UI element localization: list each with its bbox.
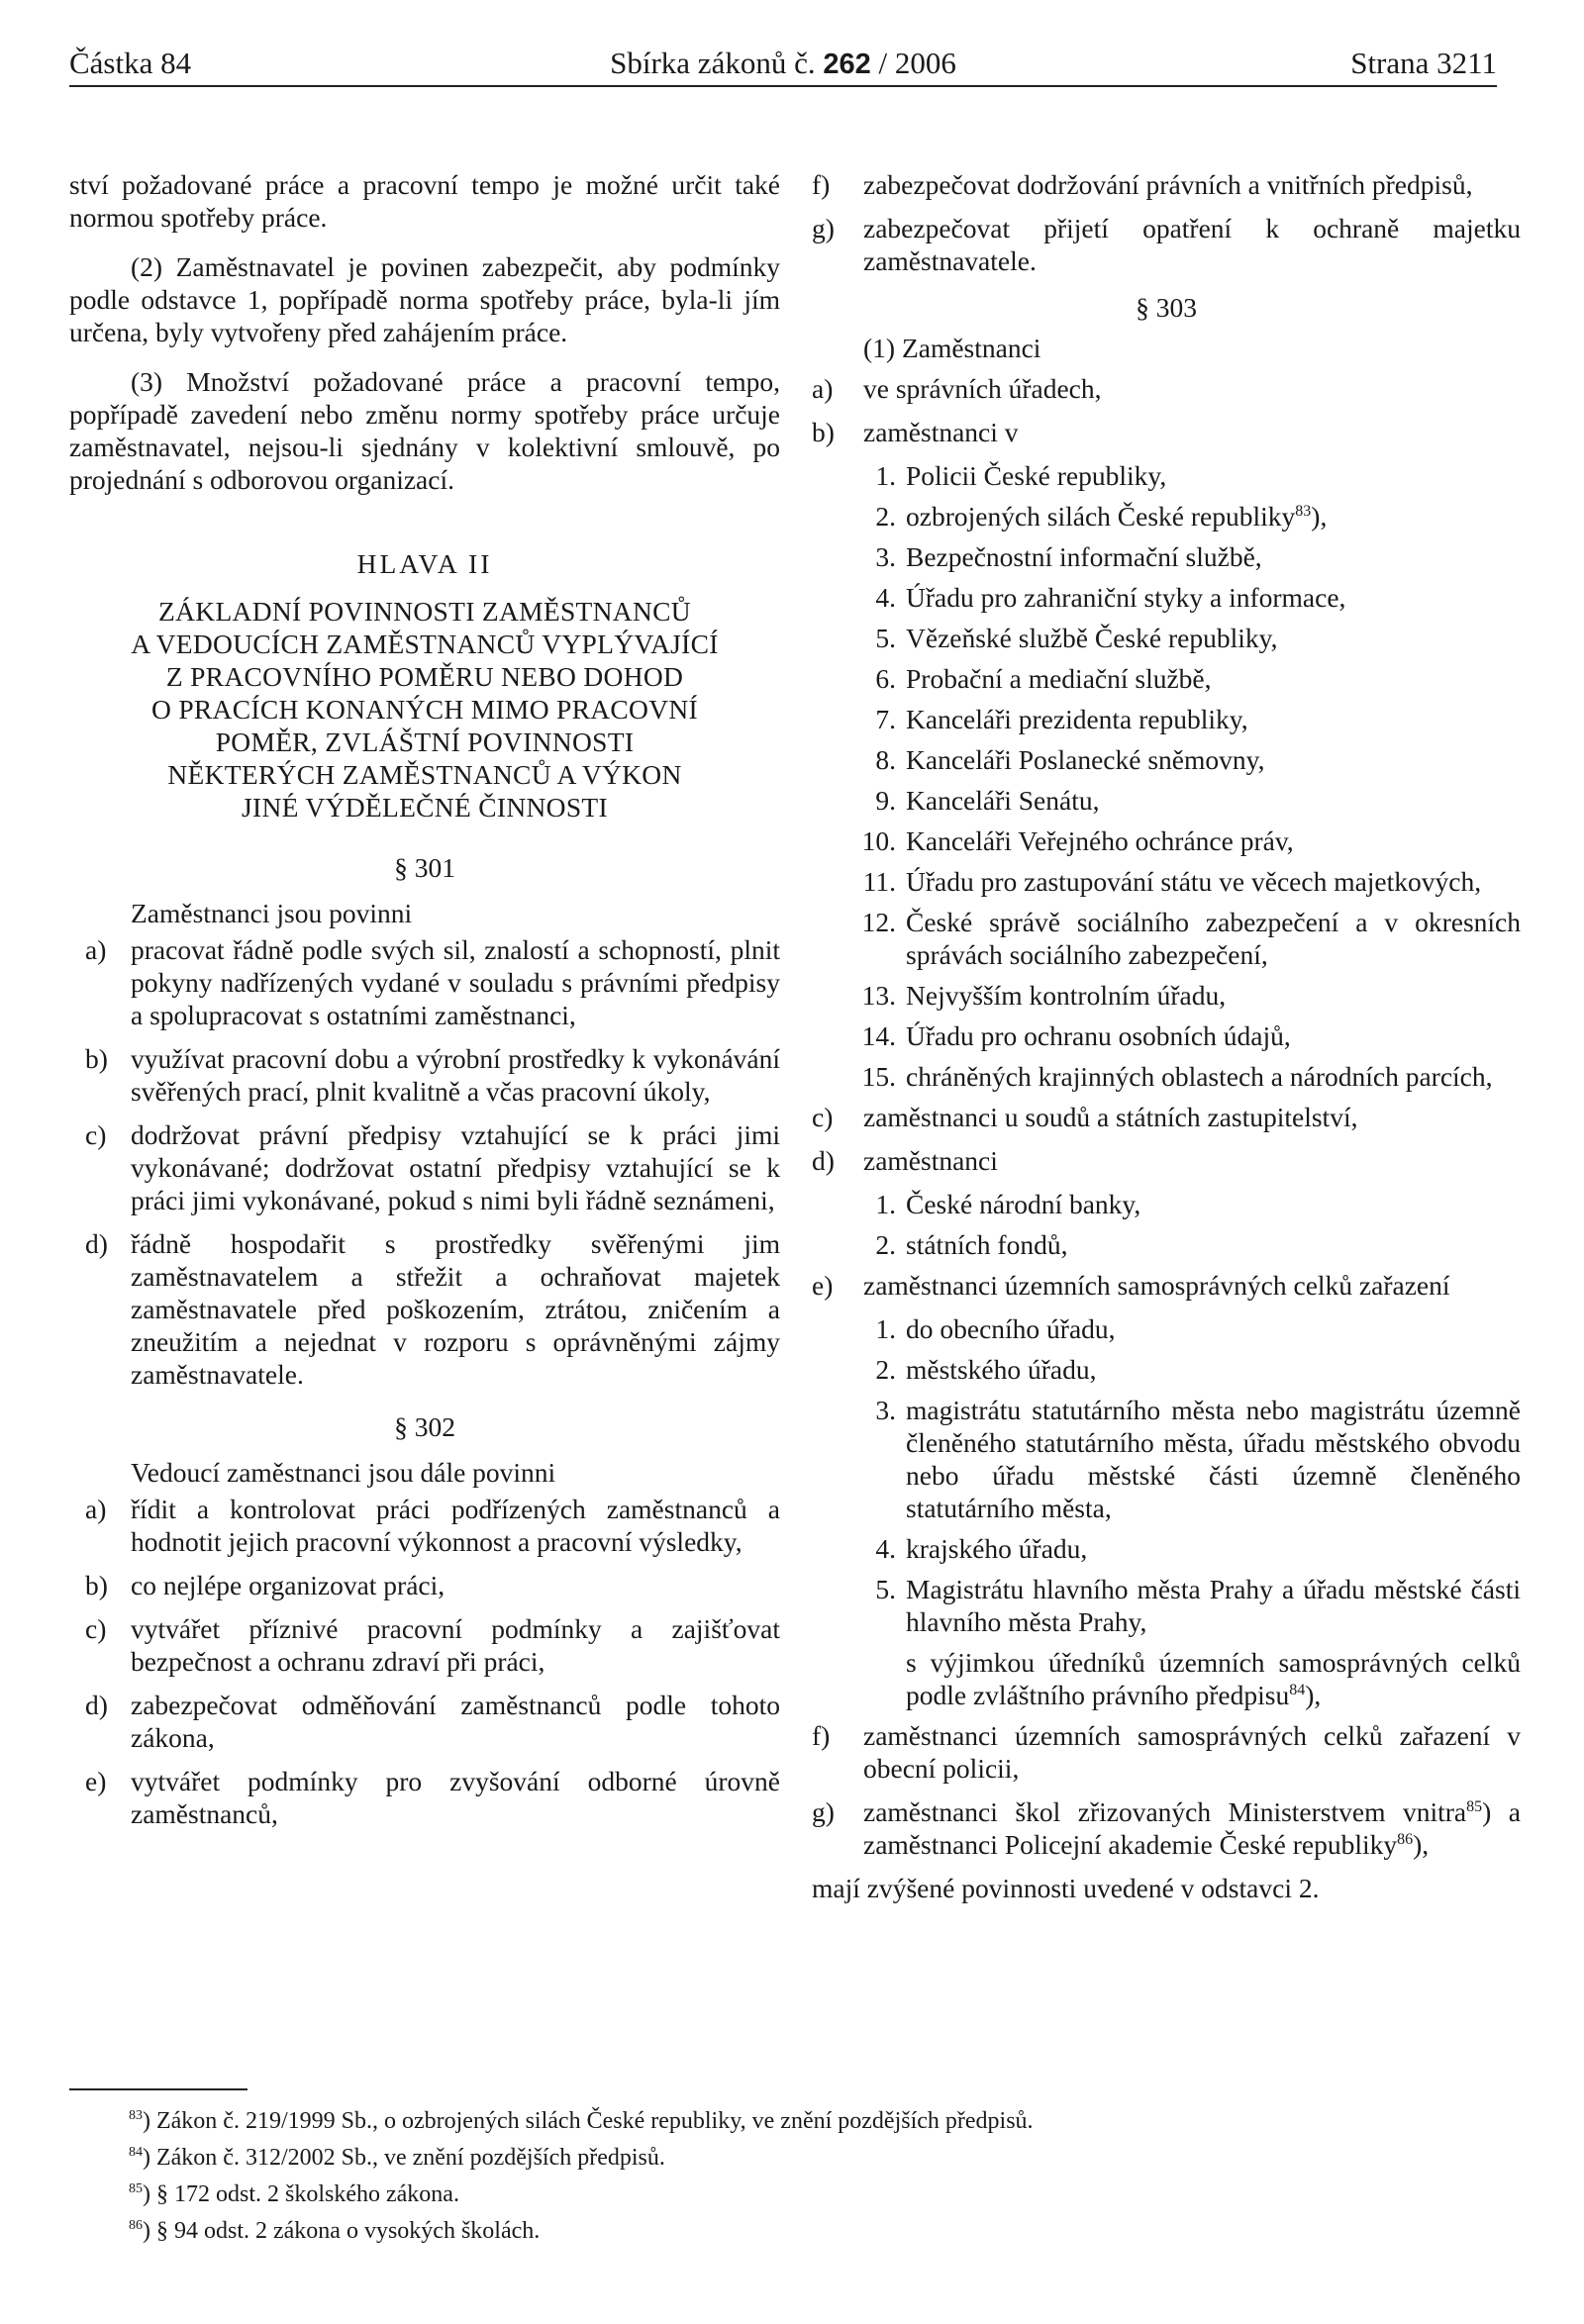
- header-page-number: Strana 3211: [1350, 46, 1497, 80]
- sub-item-text: Vězeňské službě České republiky,: [906, 623, 1278, 653]
- footnote-text: ) Zákon č. 312/2002 Sb., ve znění pozdějších předpisů.: [143, 2145, 665, 2171]
- sub-item-text-end: ),: [1311, 501, 1328, 532]
- list-item: [69, 1227, 780, 1391]
- item-label: a): [85, 934, 107, 965]
- sub-item: [812, 784, 1521, 817]
- item-label: c): [85, 1613, 107, 1644]
- footnote-separator: [69, 2088, 248, 2090]
- item-text: zaměstnanci u soudů a státních zastupitelství,: [863, 1102, 1358, 1132]
- sub-item: [812, 662, 1521, 695]
- footnote-ref: 85: [1466, 1797, 1483, 1815]
- footnote-ref: 84: [1289, 1681, 1306, 1698]
- continuation-end: ),: [1305, 1680, 1322, 1710]
- section-301-intro: Zaměstnanci jsou povinni: [131, 898, 413, 928]
- item-text: ve správních úřadech,: [863, 373, 1102, 404]
- item-text: využívat pracovní dobu a výrobní prostředky k vykonávání svěřených prací, plnit kvalitně a včas pracovní úkoly,: [131, 1043, 780, 1107]
- item-label: b): [85, 1570, 108, 1600]
- item-label: d): [85, 1228, 108, 1259]
- sub-item-label: 10.: [861, 825, 896, 856]
- right-column: [812, 168, 1521, 1904]
- sub-item-text: do obecního úřadu,: [906, 1313, 1116, 1344]
- section-302-intro: Vedoucí zaměstnanci jsou dále povinni: [131, 1457, 556, 1488]
- item-text: ),: [1413, 1829, 1430, 1860]
- sub-item-text: státních fondů,: [906, 1229, 1068, 1260]
- sub-item-text: Magistrátu hlavního města Prahy a úřadu městské části hlavního města Prahy,: [906, 1574, 1521, 1637]
- footnote-text: ) § 94 odst. 2 zákona o vysokých školách.: [143, 2218, 541, 2244]
- sub-item-text: magistrátu statutárního města nebo magistrátu územně členěného statutárního města, úřadu městského obvodu nebo úřadu městské části územně členěného statutárního města,: [906, 1395, 1521, 1523]
- list-item: [69, 1689, 780, 1754]
- title-line: ZÁKLADNÍ POVINNOSTI ZAMĚSTNANCŮ: [158, 596, 691, 627]
- section-303-intro: (1) Zaměstnanci: [863, 333, 1041, 363]
- sub-item: [812, 1394, 1521, 1524]
- sub-item-text: krajského úřadu,: [906, 1533, 1088, 1564]
- sub-item-text: městského úřadu,: [906, 1354, 1097, 1385]
- sub-item: [812, 1060, 1521, 1093]
- left-column: [69, 168, 780, 1841]
- sub-item-label: 2.: [875, 501, 896, 532]
- sub-item-label: 1.: [875, 1313, 896, 1344]
- hlava-title: [69, 595, 780, 823]
- item-label: g): [812, 213, 835, 243]
- item-text: zaměstnanci škol zřizovaných Ministerstvem vnitra: [863, 1796, 1467, 1827]
- sub-item-label: 9.: [875, 785, 896, 816]
- item-text: vytvářet podmínky pro zvyšování odborné úrovně zaměstnanců,: [131, 1766, 780, 1829]
- sub-item: [812, 824, 1521, 857]
- item-label: e): [812, 1270, 834, 1301]
- sub-item-label: 14.: [861, 1020, 896, 1051]
- section-301-heading: § 301: [394, 852, 455, 883]
- section-303-heading: § 303: [1136, 292, 1197, 323]
- item-text: ) a zaměstnanci Policejní akademie České republiky: [863, 1796, 1521, 1860]
- paragraph-continued: ství požadované práce a pracovní tempo je možné určit také normou spotřeby práce.: [69, 169, 780, 233]
- item-label: f): [812, 169, 831, 200]
- sub-item-label: 8.: [875, 744, 896, 775]
- header-part: Částka 84: [69, 46, 192, 80]
- footnote-text: ) Zákon č. 219/1999 Sb., o ozbrojených silách České republiky, ve znění pozdějších předpisů.: [143, 2108, 1034, 2134]
- item-label: a): [812, 373, 834, 404]
- sub-item-label: 5.: [875, 1574, 896, 1604]
- list-item: [69, 1042, 780, 1108]
- list-item: [812, 1269, 1521, 1302]
- sub-item-text: Úřadu pro zahraniční styky a informace,: [906, 582, 1346, 613]
- sub-item-label: 2.: [875, 1229, 896, 1260]
- footnotes: [129, 2106, 1465, 2253]
- item-label: c): [85, 1119, 107, 1150]
- sub-item: [812, 459, 1521, 492]
- sub-item: [812, 703, 1521, 735]
- item-text: pracovat řádně podle svých sil, znalostí a schopností, plnit pokyny nadřízených vydané v souladu s právními předpisy a spolupracovat s ostatními zaměstnanci,: [131, 934, 780, 1030]
- sub-item-text: Bezpečnostní informační službě,: [906, 541, 1262, 572]
- footnote-ref: 86: [1397, 1830, 1414, 1848]
- item-text: zabezpečovat odměňování zaměstnanců podle tohoto zákona,: [131, 1690, 780, 1753]
- list-item: [812, 372, 1521, 405]
- sub-item-label: 1.: [875, 1189, 896, 1219]
- list-item: [69, 1612, 780, 1678]
- list-item: [812, 1795, 1521, 1861]
- sub-item-text: České národní banky,: [906, 1189, 1141, 1219]
- header-collection: [69, 46, 1497, 81]
- sub-item-label: 3.: [875, 541, 896, 572]
- footnote-number: 85: [129, 2181, 143, 2196]
- item-text: vytvářet příznivé pracovní podmínky a zajišťovat bezpečnost a ochranu zdraví při práci,: [131, 1613, 780, 1677]
- sub-item: [812, 500, 1521, 533]
- page-header: [69, 46, 1497, 87]
- sub-item: [812, 581, 1521, 614]
- sub-item-label: 7.: [875, 704, 896, 734]
- list-item: [69, 1569, 780, 1601]
- sub-item-label: 13.: [861, 980, 896, 1011]
- item-label: g): [812, 1796, 835, 1827]
- sub-item-label: 6.: [875, 663, 896, 694]
- sub-item-text: Úřadu pro zastupování státu ve věcech majetkových,: [906, 866, 1482, 897]
- sub-item-label: 1.: [875, 460, 896, 491]
- sub-item: [812, 865, 1521, 898]
- list-item: [812, 1719, 1521, 1785]
- list-item: [812, 416, 1521, 448]
- footnote-text: ) § 172 odst. 2 školského zákona.: [143, 2181, 459, 2207]
- header-law-number: 262: [823, 48, 871, 80]
- title-line: NĚKTERÝCH ZAMĚSTNANCŮ A VÝKON: [167, 759, 682, 790]
- sub-item-text: Probační a mediační službě,: [906, 663, 1212, 694]
- list-item: [812, 1144, 1521, 1177]
- sub-item: [812, 1353, 1521, 1386]
- item-text: zaměstnanci: [863, 1145, 998, 1176]
- list-item: [69, 1765, 780, 1830]
- item-text: zaměstnanci územních samosprávných celků zařazení: [863, 1270, 1450, 1301]
- sub-item-text: chráněných krajinných oblastech a národních parcích,: [906, 1061, 1493, 1092]
- item-text: co nejlépe organizovat práci,: [131, 1570, 446, 1600]
- sub-item-text: Kanceláři prezidenta republiky,: [906, 704, 1248, 734]
- sub-item: [812, 743, 1521, 776]
- header-collection-prefix: Sbírka zákonů č.: [610, 46, 816, 80]
- sub-item: [812, 906, 1521, 971]
- item-text: zaměstnanci v: [863, 417, 1019, 447]
- sub-item-text: Kanceláři Veřejného ochránce práv,: [906, 825, 1294, 856]
- sub-item-text: Nejvyšším kontrolním úřadu,: [906, 980, 1227, 1011]
- title-line: O PRACÍCH KONANÝCH MIMO PRACOVNÍ: [150, 694, 698, 725]
- item-label: d): [812, 1145, 835, 1176]
- list-item: [69, 1118, 780, 1216]
- sub-item: [812, 1573, 1521, 1638]
- section-303-closing: mají zvýšené povinnosti uvedené v odstavci 2.: [812, 1873, 1320, 1903]
- sub-item: [812, 622, 1521, 654]
- footnote-number: 84: [129, 2145, 143, 2160]
- footnote-number: 83: [129, 2108, 143, 2123]
- sub-item: [812, 540, 1521, 573]
- sub-item-text: Úřadu pro ochranu osobních údajů,: [906, 1020, 1291, 1051]
- sub-item-label: 12.: [861, 907, 896, 937]
- sub-item-text: Kanceláři Poslanecké sněmovny,: [906, 744, 1265, 775]
- sub-item-label: 3.: [875, 1395, 896, 1425]
- section-302-heading: § 302: [394, 1411, 455, 1442]
- sub-item-label: 4.: [875, 582, 896, 613]
- item-label: b): [812, 417, 835, 447]
- sub-item-text: Policii České republiky,: [906, 460, 1167, 491]
- sub-item: [812, 1532, 1521, 1565]
- sub-item-text: ozbrojených silách České republiky: [906, 501, 1296, 532]
- item-text: řádně hospodařit s prostředky svěřenými jim zaměstnavatelem a střežit a ochraňovat majetek zaměstnavatele před poškozením, ztrátou, zničením a zneužitím a nejednat v rozporu s oprávněnými zájmy zaměstnavatele.: [131, 1228, 780, 1390]
- list-item: [812, 1101, 1521, 1133]
- title-line: JINÉ VÝDĚLEČNÉ ČINNOSTI: [242, 792, 608, 823]
- sub-item: [812, 1312, 1521, 1345]
- continuation-text: s výjimkou úředníků územních samosprávných celků podle zvláštního právního předpisu: [906, 1647, 1521, 1710]
- title-line: A VEDOUCÍCH ZAMĚSTNANCŮ VYPLÝVAJÍCÍ: [131, 629, 719, 659]
- footnote: [129, 2216, 1465, 2246]
- footnote-number: 86: [129, 2218, 143, 2233]
- sub-item-text: České správě sociálního zabezpečení a v okresních správách sociálního zabezpečení,: [906, 907, 1521, 970]
- list-item: [69, 1493, 780, 1558]
- sub-item-label: 11.: [862, 866, 896, 897]
- sub-item: [812, 1019, 1521, 1052]
- paragraph-2: (2) Zaměstnavatel je povinen zabezpečit, aby podmínky podle odstavce 1, popřípadě norma spotřeby práce, byla-li jím určena, byly vytvořeny před zahájením práce.: [69, 251, 780, 347]
- item-text: dodržovat právní předpisy vztahující se k práci jimi vykonávané; dodržovat ostatní předpisy vztahující se k práci jimi vykonávané, pokud s nimi byli řádně seznámeni,: [131, 1119, 780, 1215]
- item-text: zabezpečovat dodržování právních a vnitřních předpisů,: [863, 169, 1473, 200]
- item-text: řídit a kontrolovat práci podřízených zaměstnanců a hodnotit jejich pracovní výkonnost a pracovní výsledky,: [131, 1494, 780, 1557]
- header-year: / 2006: [878, 46, 956, 80]
- title-line: Z PRACOVNÍHO POMĚRU NEBO DOHOD: [165, 661, 684, 692]
- list-item: [812, 212, 1521, 277]
- paragraph-3: (3) Množství požadované práce a pracovní tempo, popřípadě zavedení nebo změnu normy spotřeby práce určuje zaměstnavatel, nejsou-li sjednány v kolektivní smlouvě, po projednání s odborovou organizací.: [69, 366, 780, 495]
- sub-item: [812, 979, 1521, 1012]
- hlava-heading: HLAVA II: [356, 548, 493, 579]
- item-label: d): [85, 1690, 108, 1720]
- sub-item: [812, 1188, 1521, 1220]
- item-text: zabezpečovat přijetí opatření k ochraně majetku zaměstnavatele.: [863, 213, 1521, 276]
- title-line: POMĚR, ZVLÁŠTNÍ POVINNOSTI: [215, 726, 635, 757]
- sub-item: [812, 1228, 1521, 1261]
- footnote: [129, 2179, 1465, 2209]
- list-item: [812, 168, 1521, 201]
- list-item: [69, 933, 780, 1031]
- footnote: [129, 2143, 1465, 2173]
- sub-item-label: 4.: [875, 1533, 896, 1564]
- sub-item-text: Kanceláři Senátu,: [906, 785, 1100, 816]
- item-label: c): [812, 1102, 834, 1132]
- item-label: a): [85, 1494, 107, 1524]
- sub-item-label: 2.: [875, 1354, 896, 1385]
- e-continuation: [812, 1646, 1521, 1711]
- item-text: zaměstnanci územních samosprávných celků zařazení v obecní policii,: [863, 1720, 1521, 1784]
- item-label: e): [85, 1766, 107, 1796]
- footnote: [129, 2106, 1465, 2136]
- item-label: b): [85, 1043, 108, 1074]
- sub-item-label: 15.: [861, 1061, 896, 1092]
- sub-item-label: 5.: [875, 623, 896, 653]
- footnote-ref: 83: [1295, 502, 1312, 520]
- item-label: f): [812, 1720, 831, 1751]
